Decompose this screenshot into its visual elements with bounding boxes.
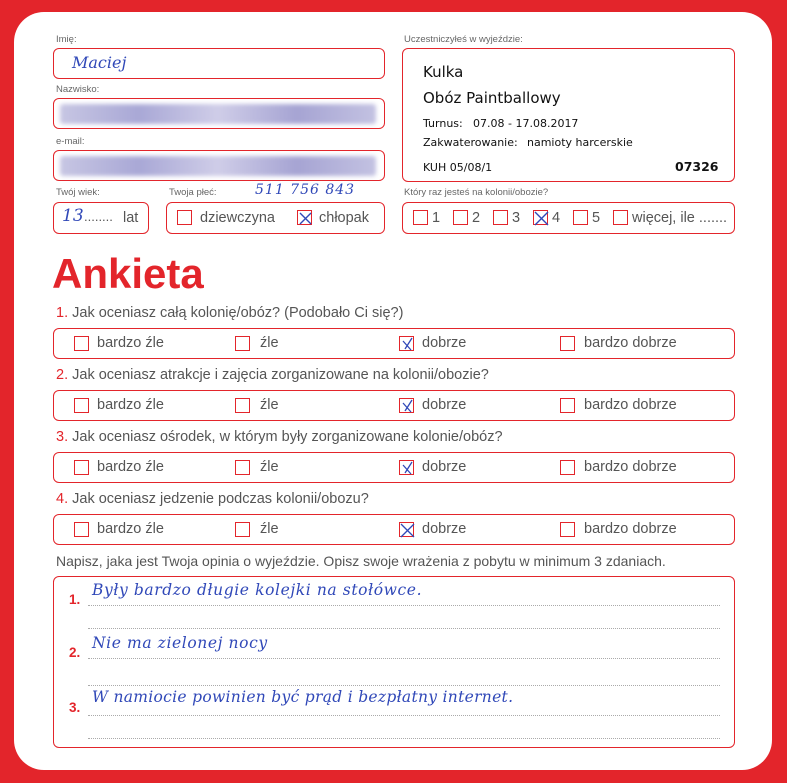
opinion-line-3: W namiocie powinien być prąd i bezpłatny internet. bbox=[92, 688, 514, 706]
trip-card bbox=[402, 48, 735, 182]
visits-option-3: 3 bbox=[512, 210, 521, 226]
q2-checkbox-good[interactable] bbox=[399, 398, 414, 413]
opinion-prompt: Napisz, jaka jest Twoja opinia o wyjeździe. Opisz swoje wrażenia z pobytu w minimum 3 zdaniach. bbox=[56, 553, 666, 569]
q2-checkbox-very-good[interactable] bbox=[560, 398, 575, 413]
q3-checkbox-very-bad[interactable] bbox=[74, 460, 89, 475]
q4-option-very-bad: bardzo źle bbox=[97, 521, 164, 537]
age-field[interactable] bbox=[53, 202, 149, 234]
writing-line bbox=[88, 658, 720, 659]
check-mark-icon bbox=[400, 461, 415, 476]
question-2 bbox=[56, 367, 489, 383]
check-mark-icon bbox=[400, 523, 415, 538]
question-number: 2. bbox=[56, 367, 69, 383]
phone-value: 511 756 843 bbox=[255, 182, 356, 198]
question-number: 1. bbox=[56, 305, 69, 321]
trip-label: Uczestniczyłeś w wyjeździe: bbox=[404, 34, 523, 45]
surname-label: Nazwisko: bbox=[56, 84, 100, 95]
q4-checkbox-very-bad[interactable] bbox=[74, 522, 89, 537]
name-value: Maciej bbox=[72, 53, 127, 72]
opinion-number: 3. bbox=[69, 700, 81, 715]
visits-checkbox-2[interactable] bbox=[453, 210, 468, 225]
gender-option-boy: chłopak bbox=[319, 210, 369, 226]
trip-code: KUH 05/08/1 bbox=[423, 161, 493, 174]
q3-checkbox-good[interactable] bbox=[399, 460, 414, 475]
q4-checkbox-good[interactable] bbox=[399, 522, 414, 537]
gender-option-girl: dziewczyna bbox=[200, 210, 275, 226]
question-number: 3. bbox=[56, 429, 69, 445]
answer-row-1 bbox=[53, 328, 735, 359]
q4-option-good: dobrze bbox=[422, 521, 467, 537]
opinion-box[interactable] bbox=[53, 576, 735, 748]
answer-row-4 bbox=[53, 514, 735, 545]
gender-checkbox-girl[interactable] bbox=[177, 210, 192, 225]
visits-option-4: 4 bbox=[552, 210, 561, 226]
q3-option-bad: źle bbox=[260, 459, 279, 475]
q1-checkbox-good[interactable] bbox=[399, 336, 414, 351]
accommodation-label: Zakwaterowanie: bbox=[423, 136, 518, 149]
check-mark-icon bbox=[298, 211, 313, 226]
surname-field[interactable] bbox=[53, 98, 385, 129]
email-label: e-mail: bbox=[56, 136, 85, 147]
gender-label: Twoja płeć: bbox=[169, 187, 217, 198]
survey-title: Ankieta bbox=[52, 250, 204, 297]
q1-option-very-good: bardzo dobrze bbox=[584, 335, 677, 351]
email-field[interactable] bbox=[53, 150, 385, 181]
q2-option-very-bad: bardzo źle bbox=[97, 397, 164, 413]
q4-checkbox-bad[interactable] bbox=[235, 522, 250, 537]
visits-checkbox-3[interactable] bbox=[493, 210, 508, 225]
answer-row-3 bbox=[53, 452, 735, 483]
visits-field bbox=[402, 202, 735, 234]
check-mark-icon bbox=[534, 211, 549, 226]
question-3 bbox=[56, 429, 503, 445]
opinion-number: 2. bbox=[69, 645, 81, 660]
gender-field bbox=[166, 202, 385, 234]
trip-title: Obóz Paintballowy bbox=[423, 89, 561, 107]
turnus-value: 07.08 - 17.08.2017 bbox=[473, 117, 579, 130]
visits-checkbox-1[interactable] bbox=[413, 210, 428, 225]
q3-option-good: dobrze bbox=[422, 459, 467, 475]
writing-line bbox=[88, 605, 720, 606]
q1-checkbox-very-good[interactable] bbox=[560, 336, 575, 351]
writing-line bbox=[88, 738, 720, 739]
gender-checkbox-boy[interactable] bbox=[297, 210, 312, 225]
question-1 bbox=[56, 305, 403, 321]
surname-redacted bbox=[60, 104, 376, 124]
q2-checkbox-very-bad[interactable] bbox=[74, 398, 89, 413]
q2-option-bad: źle bbox=[260, 397, 279, 413]
q4-option-very-good: bardzo dobrze bbox=[584, 521, 677, 537]
question-text: Jak oceniasz całą kolonię/obóz? (Podobało Ci się?) bbox=[72, 305, 404, 321]
name-label: Imię: bbox=[56, 34, 77, 45]
trip-name: Kulka bbox=[423, 63, 464, 81]
age-value: 13 bbox=[62, 206, 84, 226]
opinion-number: 1. bbox=[69, 592, 81, 607]
q1-option-good: dobrze bbox=[422, 335, 467, 351]
writing-line bbox=[88, 715, 720, 716]
q3-checkbox-very-good[interactable] bbox=[560, 460, 575, 475]
check-mark-icon bbox=[400, 337, 415, 352]
opinion-line-2: Nie ma zielonej nocy bbox=[92, 634, 268, 652]
question-text: Jak oceniasz ośrodek, w którym były zorganizowane kolonie/obóz? bbox=[72, 429, 503, 445]
visits-option-more: więcej, ile ....... bbox=[632, 210, 728, 226]
answer-row-2 bbox=[53, 390, 735, 421]
q4-option-bad: źle bbox=[260, 521, 279, 537]
visits-checkbox-5[interactable] bbox=[573, 210, 588, 225]
writing-line bbox=[88, 685, 720, 686]
q2-checkbox-bad[interactable] bbox=[235, 398, 250, 413]
q3-option-very-bad: bardzo źle bbox=[97, 459, 164, 475]
accommodation-value: namioty harcerskie bbox=[527, 136, 633, 149]
turnus-label: Turnus: bbox=[423, 117, 463, 130]
q1-checkbox-very-bad[interactable] bbox=[74, 336, 89, 351]
question-text: Jak oceniasz jedzenie podczas kolonii/obozu? bbox=[72, 491, 369, 507]
visits-option-1: 1 bbox=[432, 210, 441, 226]
q1-option-very-bad: bardzo źle bbox=[97, 335, 164, 351]
q4-checkbox-very-good[interactable] bbox=[560, 522, 575, 537]
visits-checkbox-more[interactable] bbox=[613, 210, 628, 225]
q3-option-very-good: bardzo dobrze bbox=[584, 459, 677, 475]
q1-option-bad: źle bbox=[260, 335, 279, 351]
trip-number: 07326 bbox=[675, 159, 719, 174]
age-dots: ........ bbox=[84, 209, 113, 224]
opinion-line-1: Były bardzo długie kolejki na stołówce. bbox=[92, 581, 423, 599]
name-field[interactable] bbox=[53, 48, 385, 79]
q2-option-very-good: bardzo dobrze bbox=[584, 397, 677, 413]
visits-option-5: 5 bbox=[592, 210, 601, 226]
visits-label: Który raz jesteś na kolonii/obozie? bbox=[404, 187, 549, 198]
question-4 bbox=[56, 491, 369, 507]
email-redacted bbox=[60, 156, 376, 176]
age-label: Twój wiek: bbox=[56, 187, 100, 198]
question-text: Jak oceniasz atrakcje i zajęcia zorganizowane na kolonii/obozie? bbox=[72, 367, 489, 383]
q2-option-good: dobrze bbox=[422, 397, 467, 413]
visits-option-2: 2 bbox=[472, 210, 481, 226]
age-unit: lat bbox=[123, 210, 139, 226]
visits-checkbox-4[interactable] bbox=[533, 210, 548, 225]
check-mark-icon bbox=[400, 399, 415, 414]
q3-checkbox-bad[interactable] bbox=[235, 460, 250, 475]
question-number: 4. bbox=[56, 491, 69, 507]
q1-checkbox-bad[interactable] bbox=[235, 336, 250, 351]
writing-line bbox=[88, 628, 720, 629]
